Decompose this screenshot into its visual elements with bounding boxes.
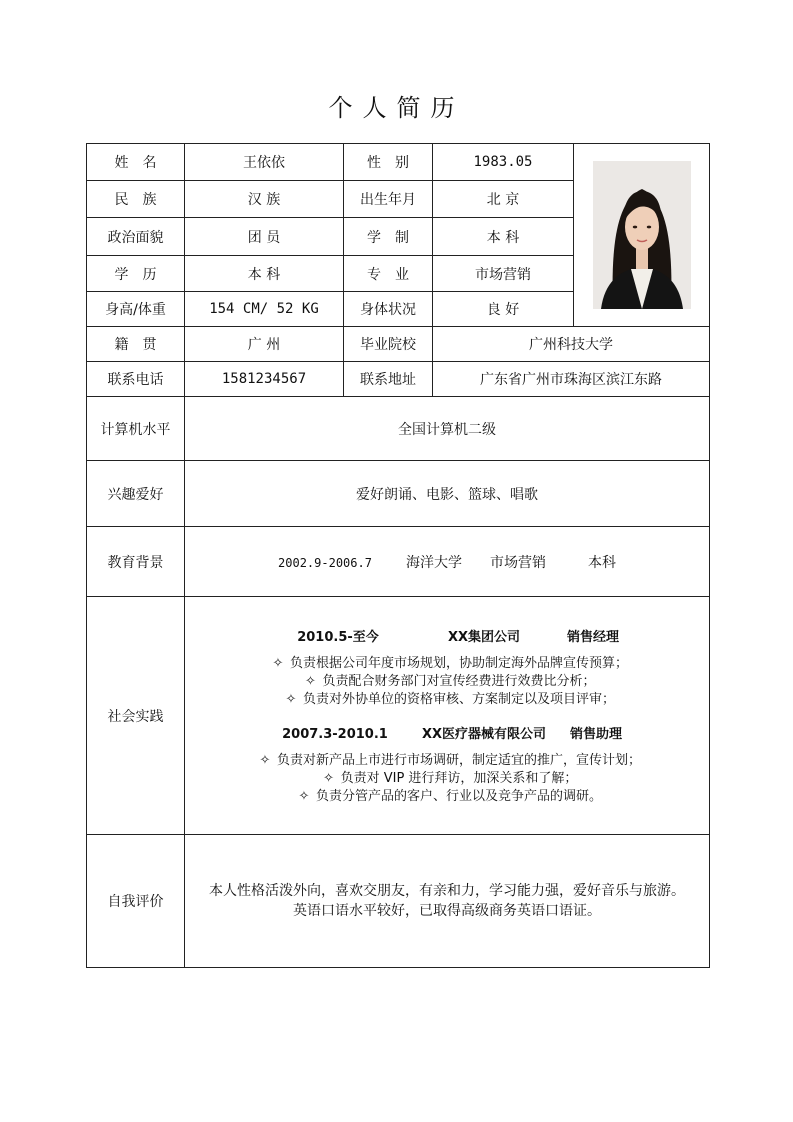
list-item: ✧ 负责对新产品上市进行市场调研，制定适宜的推广，宣传计划； (185, 752, 709, 770)
hobby-value: 爱好朗诵、电影、篮球、唱歌 (185, 461, 710, 527)
diamond-bullet-icon: ✧ (259, 752, 271, 768)
name-label: 姓 名 (87, 144, 185, 181)
list-item: ✧ 负责分管产品的客户、行业以及竞争产品的调研。 (185, 788, 709, 806)
computer-value: 全国计算机二级 (185, 397, 710, 461)
list-item: ✧ 负责根据公司年度市场规划，协助制定海外品牌宣传预算； (185, 655, 709, 673)
job-header (185, 723, 709, 742)
phone-value: 1581234567 (185, 362, 344, 397)
address-label: 联系地址 (344, 362, 433, 397)
ethnicity-label: 民 族 (87, 181, 185, 218)
health-label: 身体状况 (344, 292, 433, 327)
diamond-bullet-icon: ✧ (285, 691, 297, 707)
diamond-bullet-icon: ✧ (272, 655, 284, 671)
job-date: 2007.3-2010.1 (282, 726, 388, 742)
gender-label: 性 别 (344, 144, 433, 181)
phone-label: 联系电话 (87, 362, 185, 397)
edu-label: 教育背景 (87, 527, 185, 597)
edu-major: 市场营销 (489, 554, 546, 571)
edu-school: 海洋大学 (405, 554, 462, 571)
hobby-label: 兴趣爱好 (87, 461, 185, 527)
job-position: 销售经理 (566, 629, 619, 645)
health-value: 良 好 (433, 292, 574, 327)
address-value: 广东省广州市珠海区滨江东路 (433, 362, 710, 397)
self-value (185, 835, 710, 968)
practice-label: 社会实践 (87, 597, 185, 835)
practice-content (185, 597, 710, 835)
education-label: 学 历 (87, 256, 185, 292)
ethnicity-value: 汉 族 (185, 181, 344, 218)
job-company: XX医疗器械有限公司 (421, 726, 546, 742)
resume-table (86, 143, 710, 968)
photo-cell (574, 144, 710, 327)
school-value: 广州科技大学 (433, 327, 710, 362)
politics-label: 政治面貌 (87, 218, 185, 256)
edu-value (185, 527, 710, 597)
schooling-label: 学 制 (344, 218, 433, 256)
school-label: 毕业院校 (344, 327, 433, 362)
name-value: 王依依 (185, 144, 344, 181)
schooling-value: 本 科 (433, 218, 574, 256)
self-line-2: 英语口语水平较好，已取得高级商务英语口语证。 (293, 903, 601, 919)
list-item: ✧ 负责对 VIP 进行拜访，加深关系和了解； (185, 770, 709, 788)
job-position: 销售助理 (569, 726, 622, 742)
page-title: 个人简历 (328, 94, 465, 122)
height-label: 身高/体重 (87, 292, 185, 327)
major-value: 市场营销 (433, 256, 574, 292)
education-value: 本 科 (185, 256, 344, 292)
job-company: XX集团公司 (447, 629, 520, 645)
edu-degree: 本科 (587, 554, 616, 571)
self-label: 自我评价 (87, 835, 185, 968)
gender-value: 1983.05 (433, 144, 574, 181)
height-value: 154 CM/ 52 KG (185, 292, 344, 327)
list-item: ✧ 负责对外协单位的资格审核、方案制定以及项目评审； (185, 691, 709, 709)
list-item: ✧ 负责配合财务部门对宣传经费进行效费比分析； (185, 673, 709, 691)
computer-label: 计算机水平 (87, 397, 185, 461)
job-date: 2010.5-至今 (297, 629, 379, 645)
politics-value: 团 员 (185, 218, 344, 256)
self-line-1: 本人性格活泼外向，喜欢交朋友，有亲和力，学习能力强，爱好音乐与旅游。 (209, 883, 685, 899)
major-label: 专 业 (344, 256, 433, 292)
birth-value: 北 京 (433, 181, 574, 218)
native-label: 籍 贯 (87, 327, 185, 362)
native-value: 广 州 (185, 327, 344, 362)
profile-photo (593, 161, 691, 309)
job-header (185, 626, 709, 645)
edu-date: 2002.9-2006.7 (278, 555, 372, 570)
diamond-bullet-icon: ✧ (298, 788, 310, 804)
birth-label: 出生年月 (344, 181, 433, 218)
diamond-bullet-icon: ✧ (323, 770, 335, 786)
diamond-bullet-icon: ✧ (305, 673, 316, 689)
